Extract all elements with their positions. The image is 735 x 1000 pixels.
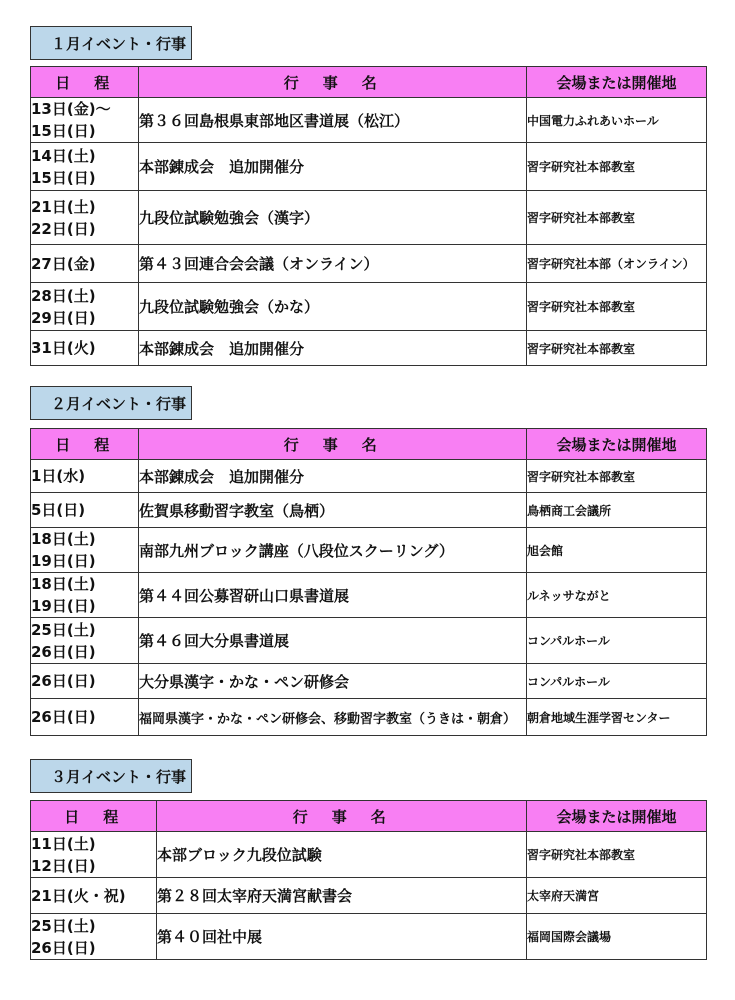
table-row <box>31 191 707 245</box>
header-venue: 会場または開催地 <box>527 429 707 460</box>
table-row <box>31 832 707 878</box>
date-cell: 14日(土) 15日(日) <box>31 143 139 191</box>
event-cell: 第４０回社中展 <box>157 914 527 960</box>
table-row <box>31 528 707 573</box>
table-row <box>31 878 707 914</box>
event-cell: 大分県漢字・かな・ペン研修会 <box>139 664 527 699</box>
table-row <box>31 143 707 191</box>
event-cell: 九段位試験勉強会（かな） <box>139 283 527 331</box>
header-date: 日 程 <box>31 801 157 832</box>
table-row <box>31 493 707 528</box>
venue-cell: 習字研究社本部教室 <box>527 331 707 366</box>
header-event: 行 事 名 <box>139 67 527 98</box>
events-table-march <box>30 800 707 960</box>
venue-cell: 習字研究社本部教室 <box>527 460 707 493</box>
header-venue: 会場または開催地 <box>527 67 707 98</box>
event-cell: 本部錬成会 追加開催分 <box>139 460 527 493</box>
event-cell: 第２８回太宰府天満宮献書会 <box>157 878 527 914</box>
date-cell: 5日(日) <box>31 493 139 528</box>
venue-cell: 旭会館 <box>527 528 707 573</box>
venue-cell: 鳥栖商工会議所 <box>527 493 707 528</box>
date-cell: 1日(水) <box>31 460 139 493</box>
date-cell: 31日(火) <box>31 331 139 366</box>
event-cell: 南部九州ブロック講座（八段位スクーリング） <box>139 528 527 573</box>
table-row <box>31 573 707 618</box>
event-cell: 第４３回連合会会議（オンライン） <box>139 245 527 283</box>
table-row <box>31 664 707 699</box>
event-cell: 本部錬成会 追加開催分 <box>139 331 527 366</box>
date-cell: 18日(土) 19日(日) <box>31 573 139 618</box>
events-table-january <box>30 66 707 366</box>
venue-cell: 習字研究社本部（オンライン） <box>527 245 707 283</box>
event-cell: 第４４回公募習研山口県書道展 <box>139 573 527 618</box>
date-cell: 11日(土) 12日(日) <box>31 832 157 878</box>
header-event: 行 事 名 <box>139 429 527 460</box>
venue-cell: コンパルホール <box>527 664 707 699</box>
venue-cell: 習字研究社本部教室 <box>527 283 707 331</box>
date-cell: 21日(火・祝) <box>31 878 157 914</box>
event-cell: 本部ブロック九段位試験 <box>157 832 527 878</box>
header-date: 日 程 <box>31 429 139 460</box>
table-row <box>31 283 707 331</box>
venue-cell: 太宰府天満宮 <box>527 878 707 914</box>
venue-cell: コンパルホール <box>527 618 707 664</box>
event-cell: 第４６回大分県書道展 <box>139 618 527 664</box>
header-venue: 会場または開催地 <box>527 801 707 832</box>
event-cell: 九段位試験勉強会（漢字） <box>139 191 527 245</box>
date-cell: 13日(金)～ 15日(日) <box>31 98 139 143</box>
date-cell: 25日(土) 26日(日) <box>31 914 157 960</box>
venue-cell: 習字研究社本部教室 <box>527 832 707 878</box>
header-date: 日 程 <box>31 67 139 98</box>
venue-cell: ルネッサながと <box>527 573 707 618</box>
date-cell: 18日(土) 19日(日) <box>31 528 139 573</box>
venue-cell: 中国電力ふれあいホール <box>527 98 707 143</box>
date-cell: 28日(土) 29日(日) <box>31 283 139 331</box>
table-row <box>31 245 707 283</box>
table-row <box>31 98 707 143</box>
venue-cell: 習字研究社本部教室 <box>527 191 707 245</box>
event-cell: 第３６回島根県東部地区書道展（松江） <box>139 98 527 143</box>
table-row <box>31 699 707 736</box>
date-cell: 26日(日) <box>31 664 139 699</box>
venue-cell: 朝倉地域生涯学習センター <box>527 699 707 736</box>
header-event: 行 事 名 <box>157 801 527 832</box>
date-cell: 21日(土) 22日(日) <box>31 191 139 245</box>
event-cell: 佐賀県移動習字教室（鳥栖） <box>139 493 527 528</box>
table-row <box>31 460 707 493</box>
table-header-row <box>31 429 707 460</box>
table-header-row <box>31 67 707 98</box>
venue-cell: 習字研究社本部教室 <box>527 143 707 191</box>
table-header-row <box>31 801 707 832</box>
date-cell: 25日(土) 26日(日) <box>31 618 139 664</box>
table-row <box>31 618 707 664</box>
event-cell: 福岡県漢字・かな・ペン研修会、移動習字教室（うきは・朝倉） <box>139 699 527 736</box>
section-title-january: １月イベント・行事 <box>30 26 192 60</box>
section-title-march: ３月イベント・行事 <box>30 759 192 793</box>
date-cell: 26日(日) <box>31 699 139 736</box>
section-title-february: ２月イベント・行事 <box>30 386 192 420</box>
event-cell: 本部錬成会 追加開催分 <box>139 143 527 191</box>
table-row <box>31 914 707 960</box>
table-row <box>31 331 707 366</box>
events-table-february <box>30 428 707 736</box>
date-cell: 27日(金) <box>31 245 139 283</box>
venue-cell: 福岡国際会議場 <box>527 914 707 960</box>
